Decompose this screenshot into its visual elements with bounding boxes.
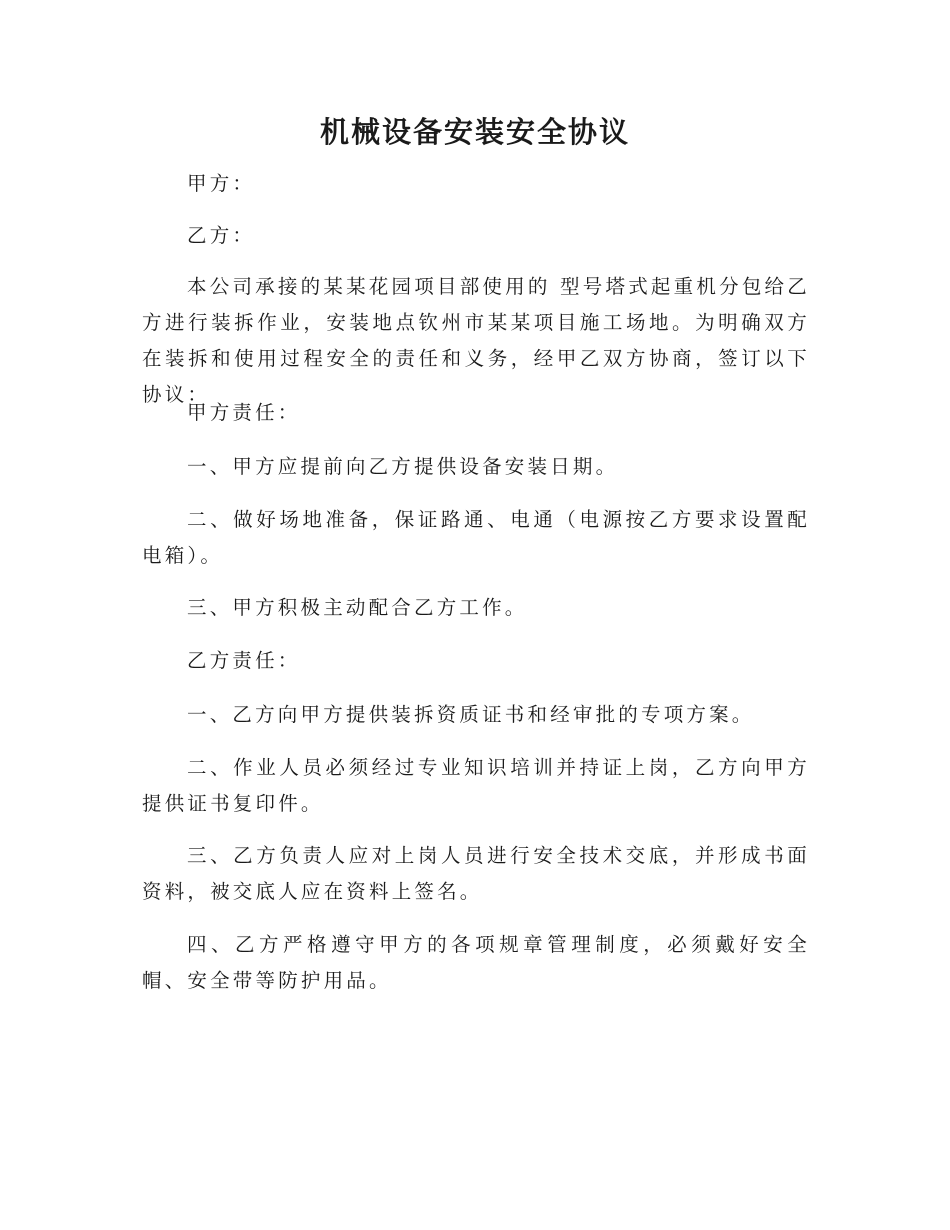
document-title: 机械设备安装安全协议 [319, 115, 630, 149]
party-b-label: 乙方： [187, 224, 256, 247]
party-a-label: 甲方： [187, 172, 256, 195]
party-a-item-3: 三、甲方积极主动配合乙方工作。 [187, 596, 528, 619]
intro-paragraph: 本公司承接的某某花园项目部使用的 型号塔式起重机分包给乙方进行装拆作业，安装地点钦州市某某项目施工场地。为明确双方在装拆和使用过程安全的责任和义务，经甲乙双方协商，签订以下协议： [142, 275, 810, 406]
party-b-item-3: 三、乙方负责人应对上岗人员进行安全技术交底，并形成书面资料，被交底人应在资料上签名。 [142, 844, 810, 903]
party-b-item-2: 二、作业人员必须经过专业知识培训并持证上岗，乙方向甲方提供证书复印件。 [142, 756, 810, 815]
party-b-heading: 乙方责任： [187, 649, 301, 672]
party-a-item-1: 一、甲方应提前向乙方提供设备安装日期。 [187, 455, 619, 478]
party-a-item-2: 二、做好场地准备，保证路通、电通（电源按乙方要求设置配电箱）。 [142, 508, 810, 567]
party-a-heading: 甲方责任： [187, 401, 301, 424]
party-b-item-1: 一、乙方向甲方提供装拆资质证书和经审批的专项方案。 [187, 703, 755, 726]
party-b-item-4: 四、乙方严格遵守甲方的各项规章管理制度，必须戴好安全帽、安全带等防护用品。 [142, 933, 810, 992]
